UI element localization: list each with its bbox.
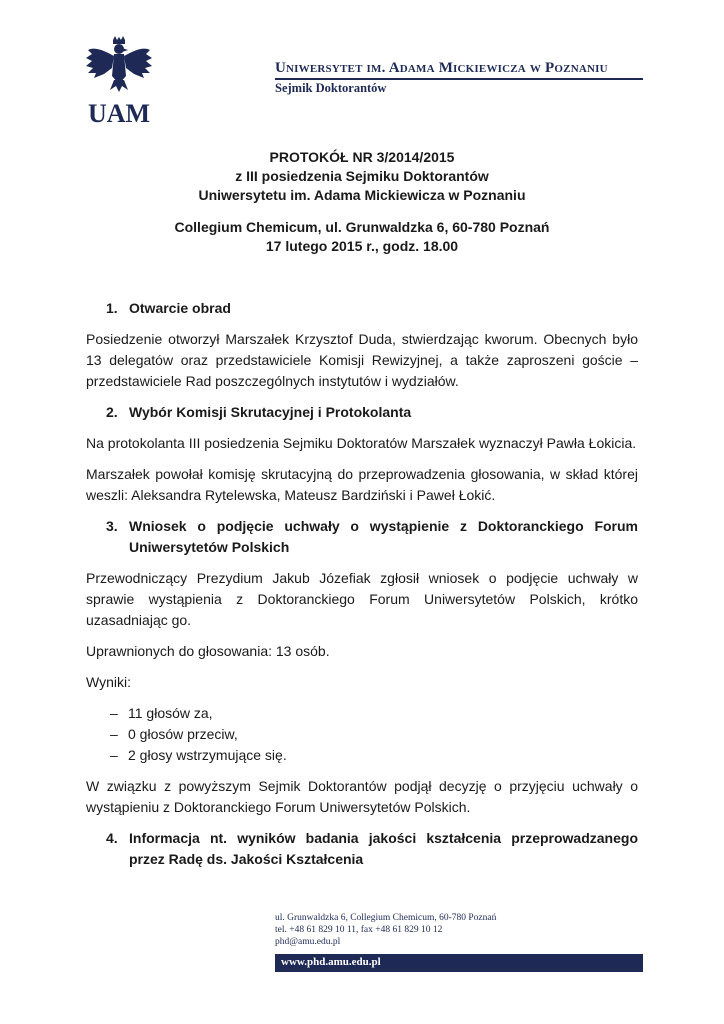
header-divider [275, 78, 643, 80]
footer-email[interactable]: phd@amu.edu.pl [275, 937, 341, 947]
university-name: Uniwersytet im. Adama Mickiewicza w Poznaniu [275, 60, 608, 76]
footer-contact [275, 912, 496, 948]
footer-address: ul. Grunwaldzka 6, Collegium Chemicum, 60-780 Poznań [275, 913, 497, 923]
paragraph: Wyniki: [86, 674, 131, 690]
title-place: Collegium Chemicum, ul. Grunwaldzka 6, 60-780 Poznań [174, 219, 550, 235]
paragraph: Przewodniczący Prezydium Jakub Józefiak zgłosił wniosek o podjęcie uchwały w sprawie wystąpienia z Doktoranckiego Forum Uniwersytetów Polskich, krótko uzasadniając go. [86, 570, 638, 628]
section-title: Informacja nt. wyników badania jakości kształcenia przeprowadzanego przez Radę ds. Jakości Kształcenia [129, 830, 638, 867]
paragraph: Marszałek powołał komisję skrutacyjną do przeprowadzenia głosowania, w skład której weszli: Aleksandra Rytelewska, Mateusz Bardziński i Paweł Łokić. [86, 466, 638, 503]
footer-website-link[interactable]: www.phd.amu.edu.pl [281, 956, 381, 968]
title-session: z III posiedzenia Sejmiku Doktorantów [235, 168, 489, 184]
title-university: Uniwersytetu im. Adama Mickiewicza w Poznaniu [198, 187, 526, 203]
section-number: 1. [106, 300, 118, 316]
dash-bullet: – [110, 705, 118, 721]
paragraph: Posiedzenie otworzył Marszałek Krzysztof Duda, stwierdzając kworum. Obecnych było 13 delegatów oraz przedstawiciele Komisji Rewizyjnej, a także zaproszeni goście – przedstawiciele Rad poszczególnych instytutów i wydziałów. [86, 331, 638, 389]
footer-bar [275, 954, 643, 972]
list-item [86, 724, 638, 745]
title-protocol-number: PROTOKÓŁ NR 3/2014/2015 [269, 149, 455, 165]
title-date: 17 lutego 2015 r., godz. 18.00 [265, 238, 459, 254]
logo-text: UAM [87, 99, 151, 126]
paragraph: Uprawnionych do głosowania: 13 osób. [86, 643, 330, 659]
section-title: Wybór Komisji Skrutacyjnej i Protokolanta [129, 404, 412, 420]
list-item-text: 11 głosów za, [128, 705, 213, 721]
paragraph: Na protokolanta III posiedzenia Sejmiku Doktoratów Marszałek wyznaczył Pawła Łokicia. [86, 435, 637, 451]
section-number: 2. [106, 404, 118, 420]
paragraph: W związku z powyższym Sejmik Doktorantów podjął decyzję o przyjęciu uchwały o wystąpieniu z Doktoranckiego Forum Uniwersytetów Polskich. [86, 778, 638, 815]
section-number: 4. [106, 830, 118, 846]
list-item-text: 0 głosów przeciw, [128, 726, 238, 742]
section-heading [86, 298, 638, 319]
document-title [84, 148, 640, 256]
uam-eagle-logo [84, 36, 154, 126]
footer-phone: tel. +48 61 829 10 11, fax +48 61 829 10 12 [275, 925, 443, 935]
list-item [86, 745, 638, 766]
dash-bullet: – [110, 747, 118, 763]
document-body [86, 298, 638, 870]
vote-results-list [86, 703, 638, 766]
section-title: Wniosek o podjęcie uchwały o wystąpienie z Doktoranckiego Forum Uniwersytetów Polskich [129, 518, 638, 555]
list-item [86, 703, 638, 724]
section-heading [86, 516, 638, 558]
section-number: 3. [106, 518, 118, 534]
list-item-text: 2 głosy wstrzymujące się. [128, 747, 287, 763]
council-name: Sejmik Doktorantów [275, 81, 387, 95]
section-heading [86, 402, 638, 423]
section-title: Otwarcie obrad [129, 300, 231, 316]
section-heading [86, 828, 638, 870]
dash-bullet: – [110, 726, 118, 742]
